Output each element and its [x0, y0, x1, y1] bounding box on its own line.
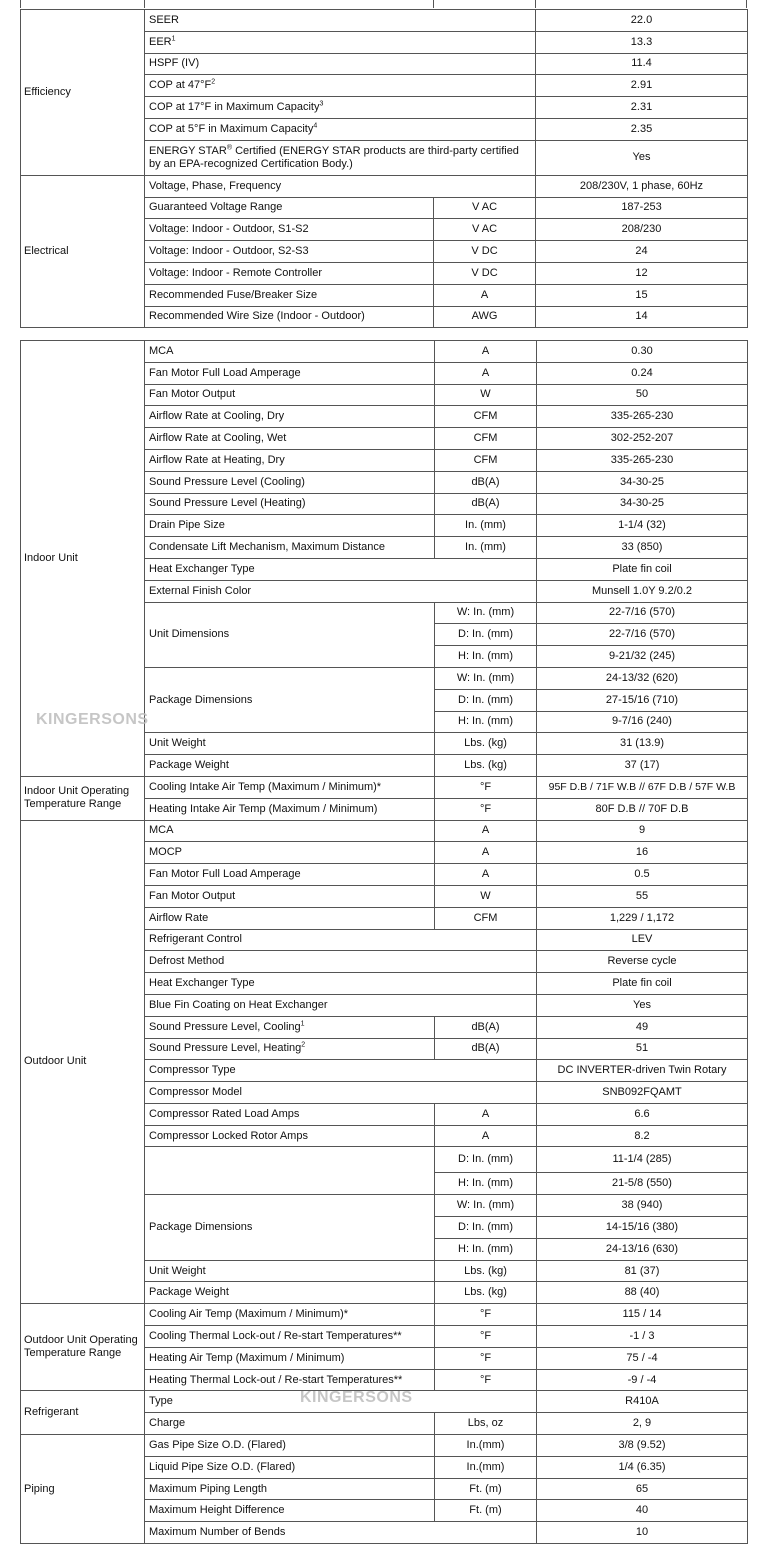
spec-unit: In. (mm): [435, 515, 537, 537]
spec-value: Plate fin coil: [537, 973, 748, 995]
spec-value: 31 (13.9): [537, 733, 748, 755]
spec-unit: A: [435, 820, 537, 842]
spec-unit: In.(mm): [435, 1435, 537, 1457]
spec-value: DC INVERTER-driven Twin Rotary: [537, 1060, 748, 1082]
spec-unit: °F: [435, 1304, 537, 1326]
spec-value: 8.2: [537, 1125, 748, 1147]
spec-value: 24-13/16 (630): [537, 1238, 748, 1260]
spec-unit: AWG: [434, 306, 536, 328]
spec-unit: °F: [435, 1326, 537, 1348]
table-row: [21, 820, 748, 842]
spec-value: 335-265-230: [537, 406, 748, 428]
spec-value: 49: [537, 1016, 748, 1038]
spec-value: 0.30: [537, 341, 748, 363]
spec-value: 0.5: [537, 864, 748, 886]
spec-value: 12: [536, 262, 748, 284]
spec-value: 14-15/16 (380): [537, 1217, 748, 1239]
spec-unit: In. (mm): [435, 537, 537, 559]
spec-unit: Lbs. (kg): [435, 755, 537, 777]
spec-label: Sound Pressure Level, Cooling$^1$: [145, 1016, 435, 1038]
spec-value: Plate fin coil: [537, 558, 748, 580]
spec-value: 187-253: [536, 197, 748, 219]
spec-value: 2.91: [536, 75, 748, 97]
spec-label: Airflow Rate at Cooling, Wet: [145, 428, 435, 450]
spec-label: Defrost Method: [145, 951, 537, 973]
spec-value: 24-13/32 (620): [537, 667, 748, 689]
spec-value: 1,229 / 1,172: [537, 907, 748, 929]
spec-unit: V DC: [434, 241, 536, 263]
spec-label: Airflow Rate: [145, 907, 435, 929]
spec-label: Condensate Lift Mechanism, Maximum Distance: [145, 537, 435, 559]
spec-value: 81 (37): [537, 1260, 748, 1282]
spec-unit: Lbs. (kg): [435, 733, 537, 755]
watermark-text: KINGERSONS: [36, 711, 149, 728]
spec-value: 21-5/8 (550): [537, 1173, 748, 1195]
spec-unit: CFM: [435, 907, 537, 929]
spec-label: Gas Pipe Size O.D. (Flared): [145, 1435, 435, 1457]
spec-label: Sound Pressure Level (Heating): [145, 493, 435, 515]
spec-unit: dB(A): [435, 1016, 537, 1038]
spec-label: Charge: [145, 1413, 435, 1435]
spec-value: SNB092FQAMT: [537, 1082, 748, 1104]
spec-unit: H: In. (mm): [435, 646, 537, 668]
spec-label: External Finish Color: [145, 580, 537, 602]
spec-value: 22.0: [536, 10, 748, 32]
spec-label: Fan Motor Output: [145, 384, 435, 406]
spec-unit: A: [435, 842, 537, 864]
category-piping: Piping: [21, 1435, 145, 1544]
table-row: [21, 10, 748, 32]
spec-unit: D: In. (mm): [435, 1217, 537, 1239]
spec-value: 208/230V, 1 phase, 60Hz: [536, 175, 748, 197]
spec-value: 1-1/4 (32): [537, 515, 748, 537]
spec-unit: H: In. (mm): [435, 711, 537, 733]
spec-label: Cooling Air Temp (Maximum / Minimum)*: [145, 1304, 435, 1326]
spec-label: Unit Dimensions: [145, 602, 435, 667]
spec-label: HSPF (IV): [145, 53, 536, 75]
category-electrical: Electrical: [21, 175, 145, 328]
spec-unit: H: In. (mm): [435, 1173, 537, 1195]
spec-unit: A: [435, 362, 537, 384]
spec-label: Package Weight: [145, 1282, 435, 1304]
spec-unit: W: In. (mm): [435, 667, 537, 689]
spec-label: Recommended Wire Size (Indoor - Outdoor): [145, 306, 434, 328]
spec-label: Recommended Fuse/Breaker Size: [145, 284, 434, 306]
spec-label: EER$^1$: [145, 31, 536, 53]
spec-value: 16: [537, 842, 748, 864]
spec-value: 2.31: [536, 97, 748, 119]
spec-value: 24: [536, 241, 748, 263]
spec-label: Heat Exchanger Type: [145, 558, 537, 580]
spec-label: Voltage, Phase, Frequency: [145, 175, 536, 197]
spec-label: Package Weight: [145, 755, 435, 777]
spec-unit: Lbs. (kg): [435, 1282, 537, 1304]
spec-value: Yes: [537, 994, 748, 1016]
spec-unit: A: [435, 1103, 537, 1125]
spec-value: 9-7/16 (240): [537, 711, 748, 733]
spec-value: 335-265-230: [537, 449, 748, 471]
spec-unit: CFM: [435, 406, 537, 428]
spec-label: Sound Pressure Level (Cooling): [145, 471, 435, 493]
spec-unit: W: In. (mm): [435, 602, 537, 624]
spec-value: 3/8 (9.52): [537, 1435, 748, 1457]
spec-label: Heating Thermal Lock-out / Re-start Temperatures**: [145, 1369, 435, 1391]
spec-unit: Ft. (m): [435, 1500, 537, 1522]
units-spec-table: [20, 340, 748, 1544]
spec-label: Type: [145, 1391, 537, 1413]
spec-label: Compressor Type: [145, 1060, 537, 1082]
category-indoor-unit: Indoor Unit: [21, 341, 145, 777]
spec-unit: D: In. (mm): [435, 624, 537, 646]
spec-value: 95F D.B / 71F W.B // 67F D.B / 57F W.B: [537, 776, 748, 798]
spec-value: 34-30-25: [537, 493, 748, 515]
spec-label: Unit Weight: [145, 1260, 435, 1282]
spec-label: Compressor Locked Rotor Amps: [145, 1125, 435, 1147]
spec-unit: dB(A): [435, 1038, 537, 1060]
spec-value: 22-7/16 (570): [537, 624, 748, 646]
spec-value: 40: [537, 1500, 748, 1522]
spec-label: Maximum Piping Length: [145, 1478, 435, 1500]
spec-label: Package Dimensions: [145, 1195, 435, 1260]
watermark-text: KINGERSONS: [300, 1389, 413, 1406]
category-indoor-temp-range: Indoor Unit Operating Temperature Range: [21, 776, 145, 820]
spec-label: Cooling Thermal Lock-out / Re-start Temperatures**: [145, 1326, 435, 1348]
spec-value: 9: [537, 820, 748, 842]
spec-value: 88 (40): [537, 1282, 748, 1304]
spec-label: MCA: [145, 341, 435, 363]
spec-label: Airflow Rate at Heating, Dry: [145, 449, 435, 471]
spec-unit: °F: [435, 1369, 537, 1391]
spec-value: 10: [537, 1522, 748, 1544]
table-row: [21, 175, 748, 197]
spec-label: COP at 17°F in Maximum Capacity$^3$: [145, 97, 536, 119]
spec-label: Refrigerant Control: [145, 929, 537, 951]
spec-label: Voltage: Indoor - Remote Controller: [145, 262, 434, 284]
spec-label: Fan Motor Full Load Amperage: [145, 864, 435, 886]
spec-value: 27-15/16 (710): [537, 689, 748, 711]
spec-value: Yes: [536, 140, 748, 175]
spec-unit: °F: [435, 798, 537, 820]
spec-value: 9-21/32 (245): [537, 646, 748, 668]
spec-label: Package Dimensions: [145, 667, 435, 732]
spec-value: 65: [537, 1478, 748, 1500]
spec-label: Fan Motor Output: [145, 885, 435, 907]
spec-value: 208/230: [536, 219, 748, 241]
spec-unit: V AC: [434, 219, 536, 241]
unit-dimensions-label-blank: [145, 1147, 435, 1195]
spec-unit: W: [435, 384, 537, 406]
spec-value: 11.4: [536, 53, 748, 75]
spec-value: 51: [537, 1038, 748, 1060]
efficiency-electrical-table: [20, 9, 748, 328]
table-top-continuation: [20, 0, 747, 8]
spec-unit: A: [435, 341, 537, 363]
spec-label: Liquid Pipe Size O.D. (Flared): [145, 1456, 435, 1478]
spec-unit: Lbs, oz: [435, 1413, 537, 1435]
spec-value: 13.3: [536, 31, 748, 53]
spec-value: 38 (940): [537, 1195, 748, 1217]
spec-unit: H: In. (mm): [435, 1238, 537, 1260]
spec-value: -1 / 3: [537, 1326, 748, 1348]
spec-label: Heat Exchanger Type: [145, 973, 537, 995]
spec-value: 33 (850): [537, 537, 748, 559]
spec-unit: °F: [435, 1347, 537, 1369]
spec-value: 14: [536, 306, 748, 328]
spec-value: 1/4 (6.35): [537, 1456, 748, 1478]
spec-label: Voltage: Indoor - Outdoor, S1-S2: [145, 219, 434, 241]
spec-unit: A: [435, 864, 537, 886]
spec-label: Compressor Rated Load Amps: [145, 1103, 435, 1125]
spec-unit: A: [434, 284, 536, 306]
category-efficiency: Efficiency: [21, 10, 145, 176]
spec-unit: D: In. (mm): [435, 689, 537, 711]
spec-unit: W: In. (mm): [435, 1195, 537, 1217]
spec-value: 0.24: [537, 362, 748, 384]
category-outdoor-temp-range: Outdoor Unit Operating Temperature Range: [21, 1304, 145, 1391]
spec-unit: CFM: [435, 428, 537, 450]
spec-unit: Lbs. (kg): [435, 1260, 537, 1282]
spec-value: Reverse cycle: [537, 951, 748, 973]
spec-label: Fan Motor Full Load Amperage: [145, 362, 435, 384]
spec-label: Heating Air Temp (Maximum / Minimum): [145, 1347, 435, 1369]
table-row: [21, 1304, 748, 1326]
spec-unit: °F: [435, 776, 537, 798]
spec-unit: D: In. (mm): [435, 1147, 537, 1173]
spec-value: 2.35: [536, 118, 748, 140]
spec-value: 80F D.B // 70F D.B: [537, 798, 748, 820]
spec-value: 50: [537, 384, 748, 406]
spec-value: 2, 9: [537, 1413, 748, 1435]
spec-value: 37 (17): [537, 755, 748, 777]
spec-label: MCA: [145, 820, 435, 842]
spec-label: Guaranteed Voltage Range: [145, 197, 434, 219]
spec-unit: W: [435, 885, 537, 907]
category-refrigerant: Refrigerant: [21, 1391, 145, 1435]
spec-unit: V DC: [434, 262, 536, 284]
spec-label: Blue Fin Coating on Heat Exchanger: [145, 994, 537, 1016]
spec-value: 6.6: [537, 1103, 748, 1125]
spec-unit: V AC: [434, 197, 536, 219]
spec-value: Munsell 1.0Y 9.2/0.2: [537, 580, 748, 602]
spec-value: 75 / -4: [537, 1347, 748, 1369]
spec-label: COP at 5°F in Maximum Capacity$^4$: [145, 118, 536, 140]
spec-label: Heating Intake Air Temp (Maximum / Minimum): [145, 798, 435, 820]
spec-value: 115 / 14: [537, 1304, 748, 1326]
spec-label: Maximum Height Difference: [145, 1500, 435, 1522]
spec-unit: dB(A): [435, 471, 537, 493]
spec-label: Cooling Intake Air Temp (Maximum / Minimum)*: [145, 776, 435, 798]
spec-label: Maximum Number of Bends: [145, 1522, 537, 1544]
spec-label: Airflow Rate at Cooling, Dry: [145, 406, 435, 428]
spec-value: 34-30-25: [537, 471, 748, 493]
spec-value: LEV: [537, 929, 748, 951]
spec-label: Sound Pressure Level, Heating$^2$: [145, 1038, 435, 1060]
table-row: [21, 341, 748, 363]
category-outdoor-unit: Outdoor Unit: [21, 820, 145, 1304]
table-row: [21, 1435, 748, 1457]
spec-value: 11-1/4 (285): [537, 1147, 748, 1173]
table-row: [21, 776, 748, 798]
spec-label: Unit Weight: [145, 733, 435, 755]
spec-label: SEER: [145, 10, 536, 32]
spec-value: 302-252-207: [537, 428, 748, 450]
spec-unit: CFM: [435, 449, 537, 471]
spec-label: MOCP: [145, 842, 435, 864]
spec-unit: A: [435, 1125, 537, 1147]
spec-value: -9 / -4: [537, 1369, 748, 1391]
spec-unit: Ft. (m): [435, 1478, 537, 1500]
spec-value: 22-7/16 (570): [537, 602, 748, 624]
spec-unit: In.(mm): [435, 1456, 537, 1478]
spec-label: Voltage: Indoor - Outdoor, S2-S3: [145, 241, 434, 263]
spec-value: 55: [537, 885, 748, 907]
spec-label: Drain Pipe Size: [145, 515, 435, 537]
spec-label: ENERGY STAR® Certified (ENERGY STAR products are third-party certified by an EPA-recognized Certification Body.): [145, 140, 536, 175]
spec-value: 15: [536, 284, 748, 306]
spec-label: Compressor Model: [145, 1082, 537, 1104]
spec-value: R410A: [537, 1391, 748, 1413]
spec-label: COP at $47^\circ F^2$: [145, 75, 536, 97]
spec-unit: dB(A): [435, 493, 537, 515]
